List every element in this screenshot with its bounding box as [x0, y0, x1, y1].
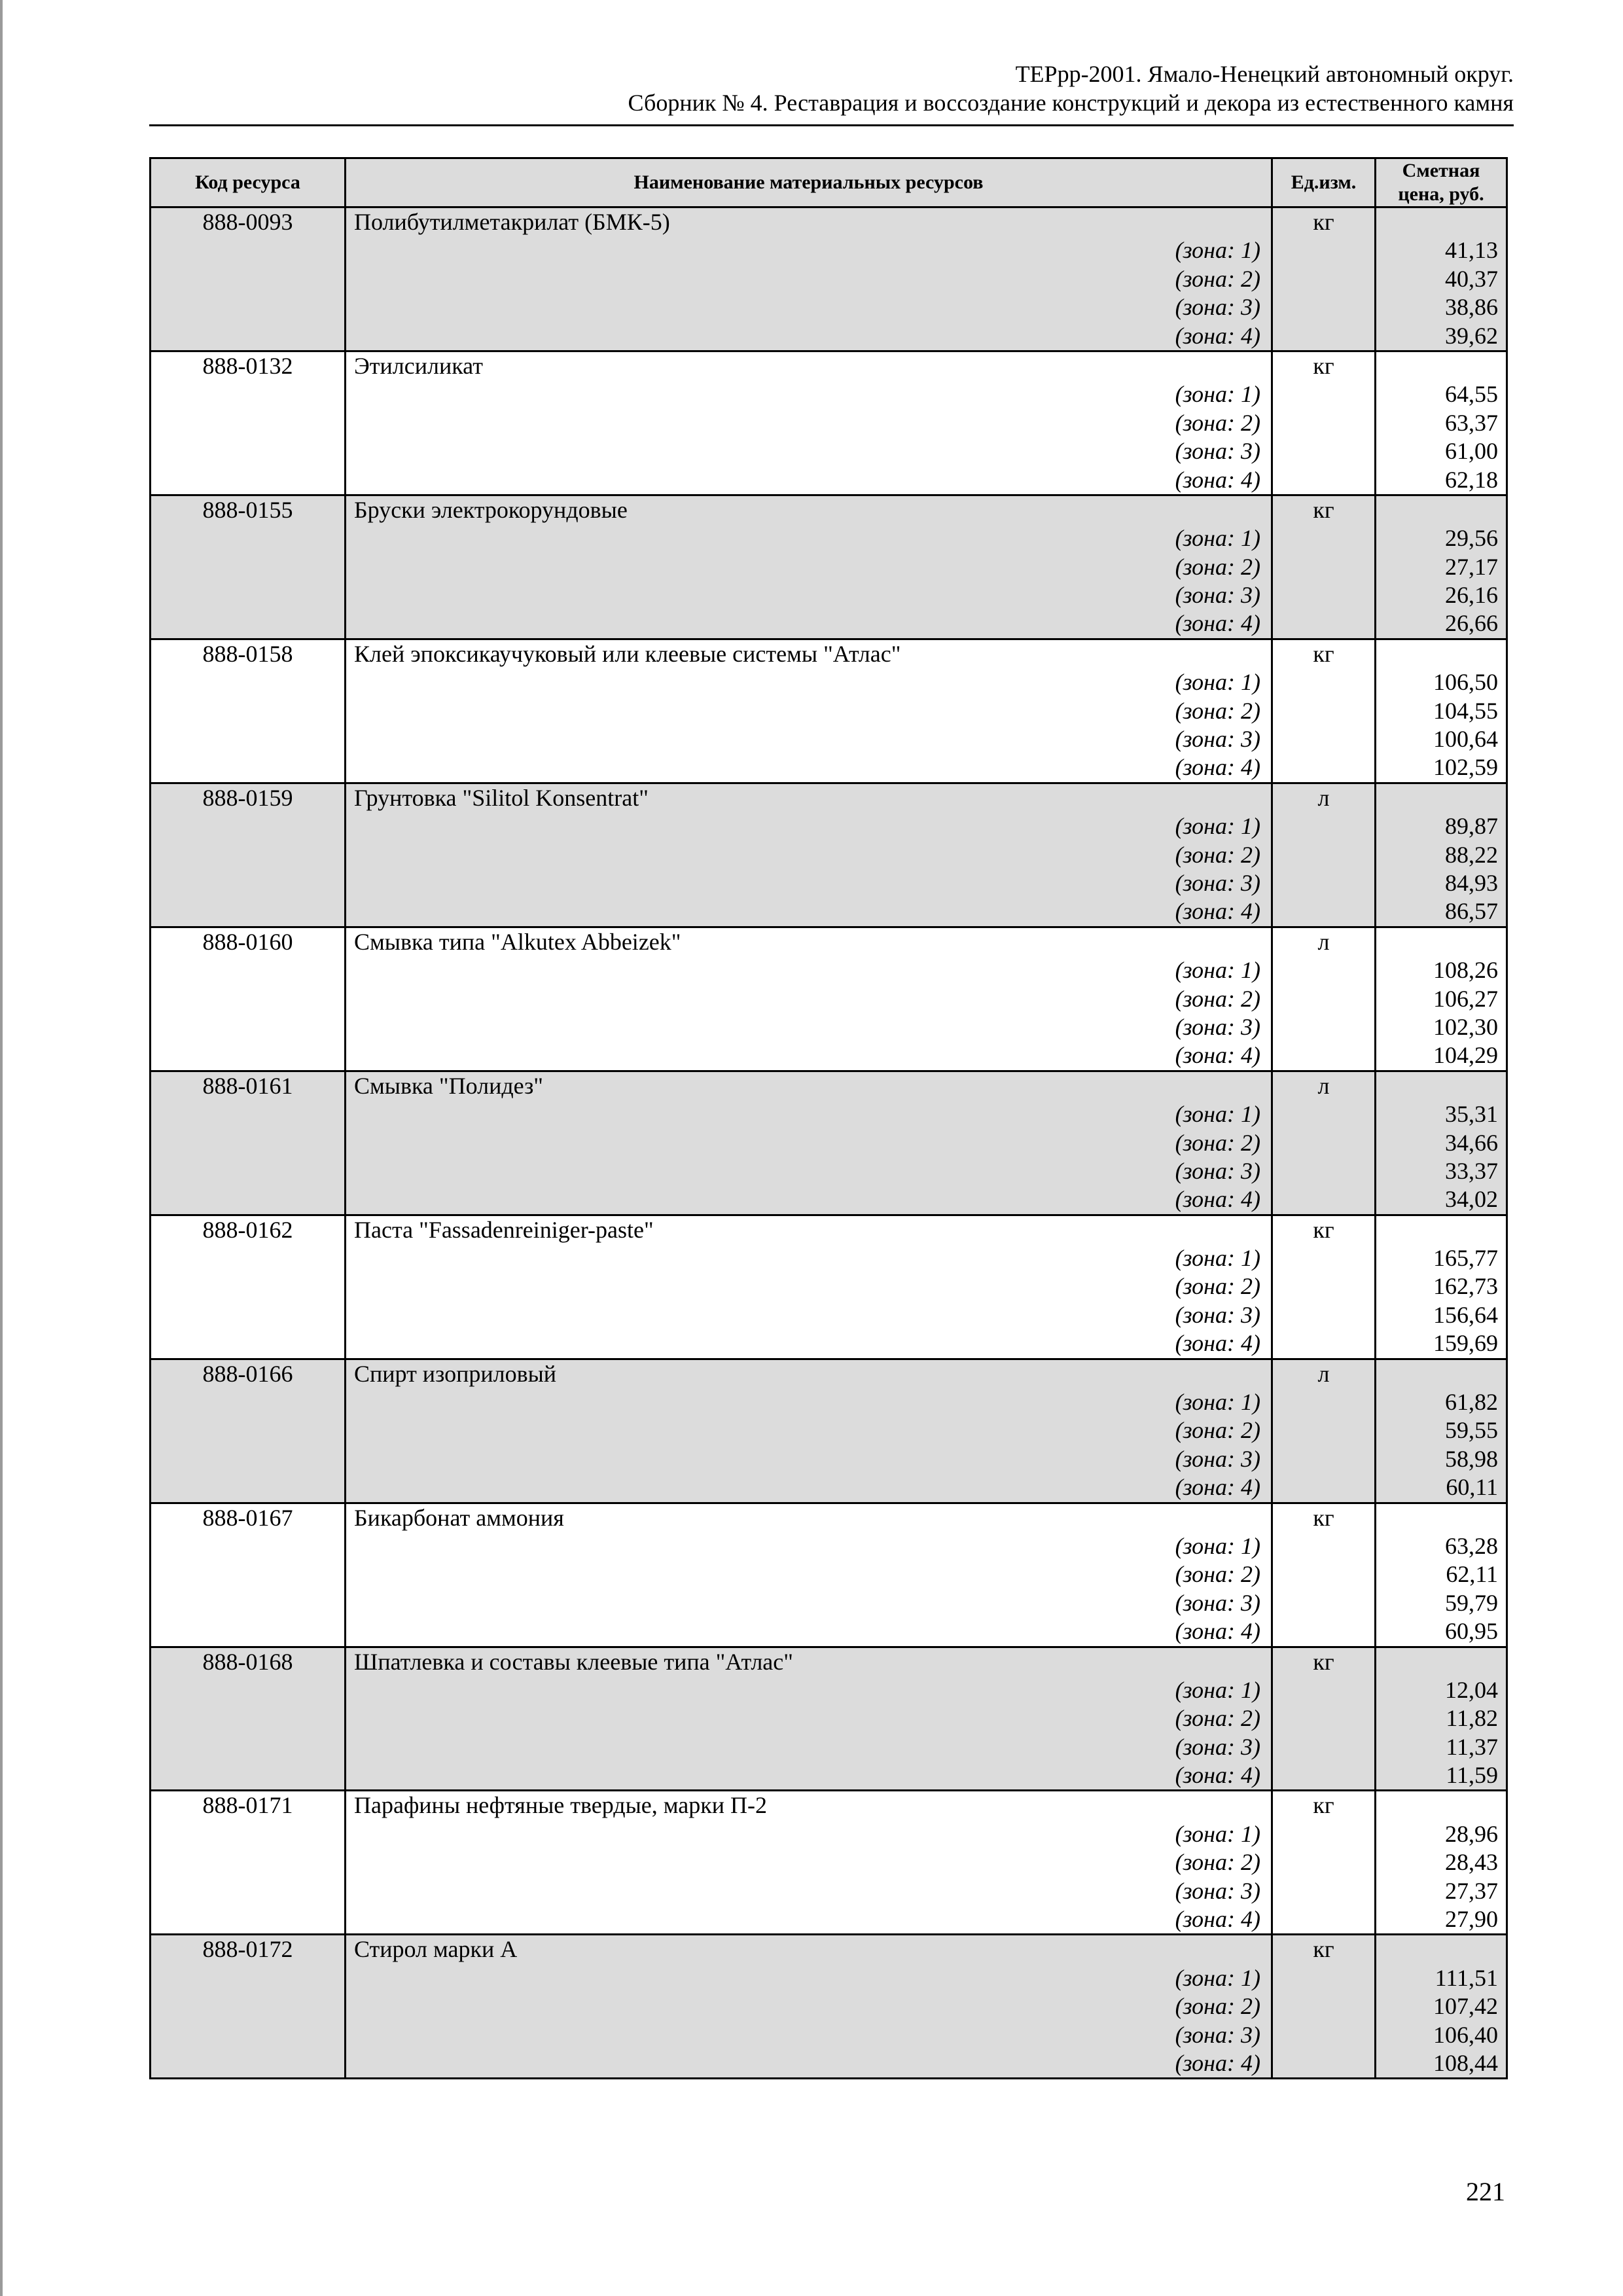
price-spacer: [1376, 1791, 1506, 1820]
header-title: ТЕРрр-2001. Ямало-Ненецкий автономный округ.: [1015, 61, 1514, 87]
zone-label: (зона: 1): [1175, 1389, 1260, 1416]
table-row: [151, 1359, 1507, 1503]
zone-label: (зона: 3): [1175, 294, 1260, 321]
resource-name: Полибутилметакрилат (БМК-5): [354, 209, 670, 235]
resource-price-cell: [1376, 783, 1507, 927]
zone-label: (зона: 3): [1175, 1157, 1260, 1184]
zone-label: (зона: 3): [1175, 1877, 1260, 1904]
resource-code-cell: [151, 207, 346, 351]
zone-label: (зона: 1): [1175, 813, 1260, 840]
resource-name: Паста "Fassadenreiniger-paste": [354, 1216, 654, 1243]
zone-price: 104,55: [1433, 697, 1498, 724]
zone-label: (зона: 4): [1175, 1906, 1260, 1933]
resource-code-cell: [151, 1359, 346, 1503]
zone-label: (зона: 4): [1175, 322, 1260, 349]
price-spacer: [1376, 1216, 1506, 1244]
resource-unit: кг: [1313, 1648, 1334, 1675]
resource-code-cell: [151, 1503, 346, 1647]
zone-label: (зона: 1): [1175, 1245, 1260, 1272]
resource-name: Бикарбонат аммония: [354, 1504, 564, 1531]
resource-unit-cell: [1272, 1215, 1376, 1359]
zone-price: 39,62: [1445, 322, 1498, 349]
resource-unit: л: [1317, 1360, 1330, 1387]
resource-name: Парафины нефтяные твердые, марки П-2: [354, 1792, 768, 1819]
column-header-name: Наименование материальных ресурсов: [346, 158, 1272, 207]
zone-price: 108,44: [1433, 2050, 1498, 2076]
resource-code: 888-0160: [202, 928, 293, 955]
resource-code-cell: [151, 1935, 346, 2079]
zone-price: 159,69: [1433, 1330, 1498, 1357]
column-header-code: Код ресурса: [151, 158, 346, 207]
resource-price-cell: [1376, 1359, 1507, 1503]
table-row: [151, 1791, 1507, 1935]
zone-price: 156,64: [1433, 1301, 1498, 1328]
header-subtitle: Сборник № 4. Реставрация и воссоздание конструкций и декора из естественного камня: [628, 89, 1514, 116]
resource-code-cell: [151, 783, 346, 927]
zone-price: 26,16: [1445, 582, 1498, 609]
zone-label: (зона: 4): [1175, 754, 1260, 781]
resource-name-cell: [346, 1215, 1272, 1359]
table-row: [151, 639, 1507, 783]
zone-label: (зона: 2): [1175, 1417, 1260, 1444]
zone-price: 58,98: [1445, 1445, 1498, 1472]
table-row: [151, 783, 1507, 927]
zone-label: (зона: 2): [1175, 1705, 1260, 1732]
resource-name-cell: [346, 1071, 1272, 1215]
zone-label: (зона: 2): [1175, 841, 1260, 868]
document-header: [149, 60, 1514, 118]
zone-price: 60,95: [1445, 1618, 1498, 1645]
zone-label: (зона: 2): [1175, 1273, 1260, 1300]
resource-price-cell: [1376, 1935, 1507, 2079]
zone-price: 89,87: [1445, 813, 1498, 840]
resource-code: 888-0159: [202, 784, 293, 811]
resource-price-cell: [1376, 207, 1507, 351]
table-header-row: [151, 158, 1507, 207]
zone-price: 62,18: [1445, 466, 1498, 493]
zone-price: 33,37: [1445, 1157, 1498, 1184]
zone-price: 100,64: [1433, 726, 1498, 753]
resource-name-cell: [346, 1935, 1272, 2079]
zone-label: (зона: 3): [1175, 726, 1260, 753]
zone-label: (зона: 3): [1175, 1445, 1260, 1472]
zone-label: (зона: 3): [1175, 438, 1260, 465]
table-row: [151, 1071, 1507, 1215]
resource-name: Шпатлевка и составы клеевые типа "Атлас": [354, 1648, 793, 1675]
resource-name-cell: [346, 1359, 1272, 1503]
zone-price: 64,55: [1445, 381, 1498, 408]
table-row: [151, 927, 1507, 1071]
resource-name-cell: [346, 495, 1272, 639]
resource-price-cell: [1376, 1215, 1507, 1359]
resource-code-cell: [151, 1215, 346, 1359]
price-spacer: [1376, 640, 1506, 668]
resource-code: 888-0158: [202, 640, 293, 667]
resource-unit: кг: [1313, 1216, 1334, 1243]
resource-code-cell: [151, 927, 346, 1071]
zone-price: 28,43: [1445, 1849, 1498, 1876]
zone-label: (зона: 3): [1175, 1013, 1260, 1040]
resource-unit-cell: [1272, 639, 1376, 783]
zone-label: (зона: 1): [1175, 1101, 1260, 1128]
price-spacer: [1376, 928, 1506, 956]
zone-label: (зона: 2): [1175, 1561, 1260, 1588]
zone-price: 12,04: [1445, 1676, 1498, 1703]
resource-code: 888-0171: [202, 1792, 293, 1819]
zone-label: (зона: 1): [1175, 957, 1260, 984]
zone-price: 11,82: [1446, 1705, 1498, 1732]
resource-code: 888-0093: [202, 209, 293, 235]
zone-label: (зона: 4): [1175, 898, 1260, 925]
zone-price: 63,28: [1445, 1532, 1498, 1559]
zone-label: (зона: 2): [1175, 985, 1260, 1012]
resource-price-cell: [1376, 351, 1507, 495]
zone-price: 86,57: [1445, 898, 1498, 925]
resource-price-table: [149, 157, 1508, 2079]
resource-name: Спирт изоприловый: [354, 1360, 557, 1387]
resource-unit: л: [1317, 928, 1330, 955]
table-row: [151, 1503, 1507, 1647]
zone-label: (зона: 1): [1175, 381, 1260, 408]
price-spacer: [1376, 1648, 1506, 1676]
page-left-edge: [0, 0, 3, 2296]
zone-label: (зона: 1): [1175, 1820, 1260, 1847]
zone-price: 104,29: [1433, 1042, 1498, 1069]
resource-code: 888-0172: [202, 1936, 293, 1963]
table-row: [151, 351, 1507, 495]
resource-price-cell: [1376, 495, 1507, 639]
resource-unit: кг: [1313, 352, 1334, 379]
zone-price: 27,90: [1445, 1906, 1498, 1933]
zone-label: (зона: 2): [1175, 1849, 1260, 1876]
zone-price: 61,00: [1445, 438, 1498, 465]
zone-label: (зона: 1): [1175, 1676, 1260, 1703]
zone-label: (зона: 2): [1175, 1993, 1260, 2020]
table-body: [151, 207, 1507, 2079]
resource-code-cell: [151, 639, 346, 783]
zone-price: 26,66: [1445, 610, 1498, 637]
resource-code-cell: [151, 351, 346, 495]
table-row: [151, 1935, 1507, 2079]
zone-label: (зона: 3): [1175, 869, 1260, 896]
resource-name: Смывка "Полидез": [354, 1072, 544, 1099]
zone-price: 41,13: [1445, 237, 1498, 264]
resource-unit-cell: [1272, 1071, 1376, 1215]
resource-unit: кг: [1313, 209, 1334, 235]
zone-label: (зона: 1): [1175, 1532, 1260, 1559]
zone-price: 29,56: [1445, 525, 1498, 552]
resource-name: Стирол марки А: [354, 1936, 518, 1963]
price-spacer: [1376, 1504, 1506, 1532]
price-spacer: [1376, 1072, 1506, 1100]
resource-unit: кг: [1313, 1792, 1334, 1819]
resource-name: Смывка типа "Alkutex Abbeizek": [354, 928, 681, 955]
resource-unit-cell: [1272, 207, 1376, 351]
resource-unit-cell: [1272, 495, 1376, 639]
resource-unit: л: [1317, 784, 1330, 811]
zone-price: 59,79: [1445, 1589, 1498, 1616]
price-spacer: [1376, 1360, 1506, 1388]
zone-label: (зона: 2): [1175, 697, 1260, 724]
zone-price: 106,50: [1433, 669, 1498, 696]
resource-code-cell: [151, 1647, 346, 1791]
resource-code: 888-0166: [202, 1360, 293, 1387]
resource-unit-cell: [1272, 1359, 1376, 1503]
price-spacer: [1376, 208, 1506, 236]
zone-label: (зона: 3): [1175, 2021, 1260, 2048]
zone-label: (зона: 1): [1175, 1964, 1260, 1991]
zone-price: 162,73: [1433, 1273, 1498, 1300]
zone-label: (зона: 3): [1175, 1589, 1260, 1616]
resource-unit: кг: [1313, 640, 1334, 667]
table-row: [151, 495, 1507, 639]
resource-code: 888-0155: [202, 496, 293, 523]
zone-price: 63,37: [1445, 409, 1498, 436]
resource-price-cell: [1376, 639, 1507, 783]
zone-price: 111,51: [1435, 1964, 1498, 1991]
zone-price: 11,59: [1446, 1762, 1498, 1789]
zone-price: 60,11: [1446, 1474, 1498, 1501]
zone-price: 102,30: [1433, 1013, 1498, 1040]
zone-label: (зона: 2): [1175, 1129, 1260, 1156]
zone-label: (зона: 4): [1175, 1186, 1260, 1213]
zone-price: 62,11: [1446, 1561, 1498, 1588]
resource-name: Бруски электрокорундовые: [354, 496, 628, 523]
resource-unit: л: [1317, 1072, 1330, 1099]
resource-name-cell: [346, 1503, 1272, 1647]
resource-unit: кг: [1313, 1504, 1334, 1531]
zone-label: (зона: 1): [1175, 525, 1260, 552]
zone-price: 106,40: [1433, 2021, 1498, 2048]
zone-label: (зона: 4): [1175, 1762, 1260, 1789]
zone-label: (зона: 4): [1175, 1042, 1260, 1069]
resource-name-cell: [346, 1791, 1272, 1935]
resource-price-cell: [1376, 1647, 1507, 1791]
zone-label: (зона: 4): [1175, 1474, 1260, 1501]
resource-code: 888-0162: [202, 1216, 293, 1243]
zone-label: (зона: 4): [1175, 1618, 1260, 1645]
price-spacer: [1376, 496, 1506, 524]
resource-price-cell: [1376, 1503, 1507, 1647]
table-row: [151, 207, 1507, 351]
zone-price: 84,93: [1445, 869, 1498, 896]
resource-unit-cell: [1272, 1503, 1376, 1647]
zone-price: 59,55: [1445, 1417, 1498, 1444]
resource-name-cell: [346, 351, 1272, 495]
resource-name: Грунтовка "Silitol Konsentrat": [354, 784, 649, 811]
zone-label: (зона: 4): [1175, 2050, 1260, 2076]
resource-code: 888-0161: [202, 1072, 293, 1099]
resource-code: 888-0132: [202, 352, 293, 379]
resource-name: Клей эпоксикаучуковый или клеевые системы "Атлас": [354, 640, 901, 667]
zone-price: 11,37: [1446, 1733, 1498, 1760]
zone-price: 40,37: [1445, 265, 1498, 292]
zone-price: 35,31: [1445, 1101, 1498, 1128]
resource-unit-cell: [1272, 351, 1376, 495]
zone-label: (зона: 2): [1175, 553, 1260, 580]
resource-unit: кг: [1313, 496, 1334, 523]
zone-price: 108,26: [1433, 957, 1498, 984]
resource-name-cell: [346, 207, 1272, 351]
resource-unit-cell: [1272, 1647, 1376, 1791]
zone-price: 106,27: [1433, 985, 1498, 1012]
resource-code-cell: [151, 1071, 346, 1215]
zone-price: 102,59: [1433, 754, 1498, 781]
resource-name-cell: [346, 639, 1272, 783]
zone-label: (зона: 3): [1175, 1733, 1260, 1760]
zone-price: 34,66: [1445, 1129, 1498, 1156]
zone-price: 27,17: [1445, 553, 1498, 580]
zone-label: (зона: 3): [1175, 582, 1260, 609]
resource-code-cell: [151, 1791, 346, 1935]
column-header-price: [1376, 158, 1507, 207]
zone-label: (зона: 4): [1175, 466, 1260, 493]
zone-label: (зона: 1): [1175, 237, 1260, 264]
resource-unit-cell: [1272, 1791, 1376, 1935]
table-row: [151, 1215, 1507, 1359]
resource-code-cell: [151, 495, 346, 639]
table-row: [151, 1647, 1507, 1791]
resource-code: 888-0168: [202, 1648, 293, 1675]
resource-price-cell: [1376, 1071, 1507, 1215]
header-rule: [149, 124, 1514, 126]
resource-unit: кг: [1313, 1936, 1334, 1963]
zone-label: (зона: 1): [1175, 669, 1260, 696]
zone-label: (зона: 3): [1175, 1301, 1260, 1328]
resource-price-cell: [1376, 927, 1507, 1071]
zone-label: (зона: 2): [1175, 265, 1260, 292]
zone-price: 61,82: [1445, 1389, 1498, 1416]
resource-name: Этилсиликат: [354, 352, 483, 379]
zone-price: 38,86: [1445, 294, 1498, 321]
column-header-unit: Ед.изм.: [1272, 158, 1376, 207]
page-number: 221: [1466, 2177, 1505, 2206]
resource-price-cell: [1376, 1791, 1507, 1935]
zone-price: 27,37: [1445, 1877, 1498, 1904]
zone-price: 107,42: [1433, 1993, 1498, 2020]
resource-name-cell: [346, 1647, 1272, 1791]
zone-price: 88,22: [1445, 841, 1498, 868]
resource-name-cell: [346, 783, 1272, 927]
resource-code: 888-0167: [202, 1504, 293, 1531]
column-header-price-line1: Сметная: [1402, 160, 1480, 181]
resource-name-cell: [346, 927, 1272, 1071]
zone-price: 34,02: [1445, 1186, 1498, 1213]
zone-price: 165,77: [1433, 1245, 1498, 1272]
zone-label: (зона: 2): [1175, 409, 1260, 436]
price-spacer: [1376, 784, 1506, 812]
resource-unit-cell: [1272, 783, 1376, 927]
zone-label: (зона: 4): [1175, 610, 1260, 637]
column-header-price-line2: цена, руб.: [1398, 183, 1484, 205]
zone-price: 28,96: [1445, 1820, 1498, 1847]
price-spacer: [1376, 1935, 1506, 1964]
price-spacer: [1376, 352, 1506, 380]
resource-unit-cell: [1272, 1935, 1376, 2079]
resource-unit-cell: [1272, 927, 1376, 1071]
zone-label: (зона: 4): [1175, 1330, 1260, 1357]
